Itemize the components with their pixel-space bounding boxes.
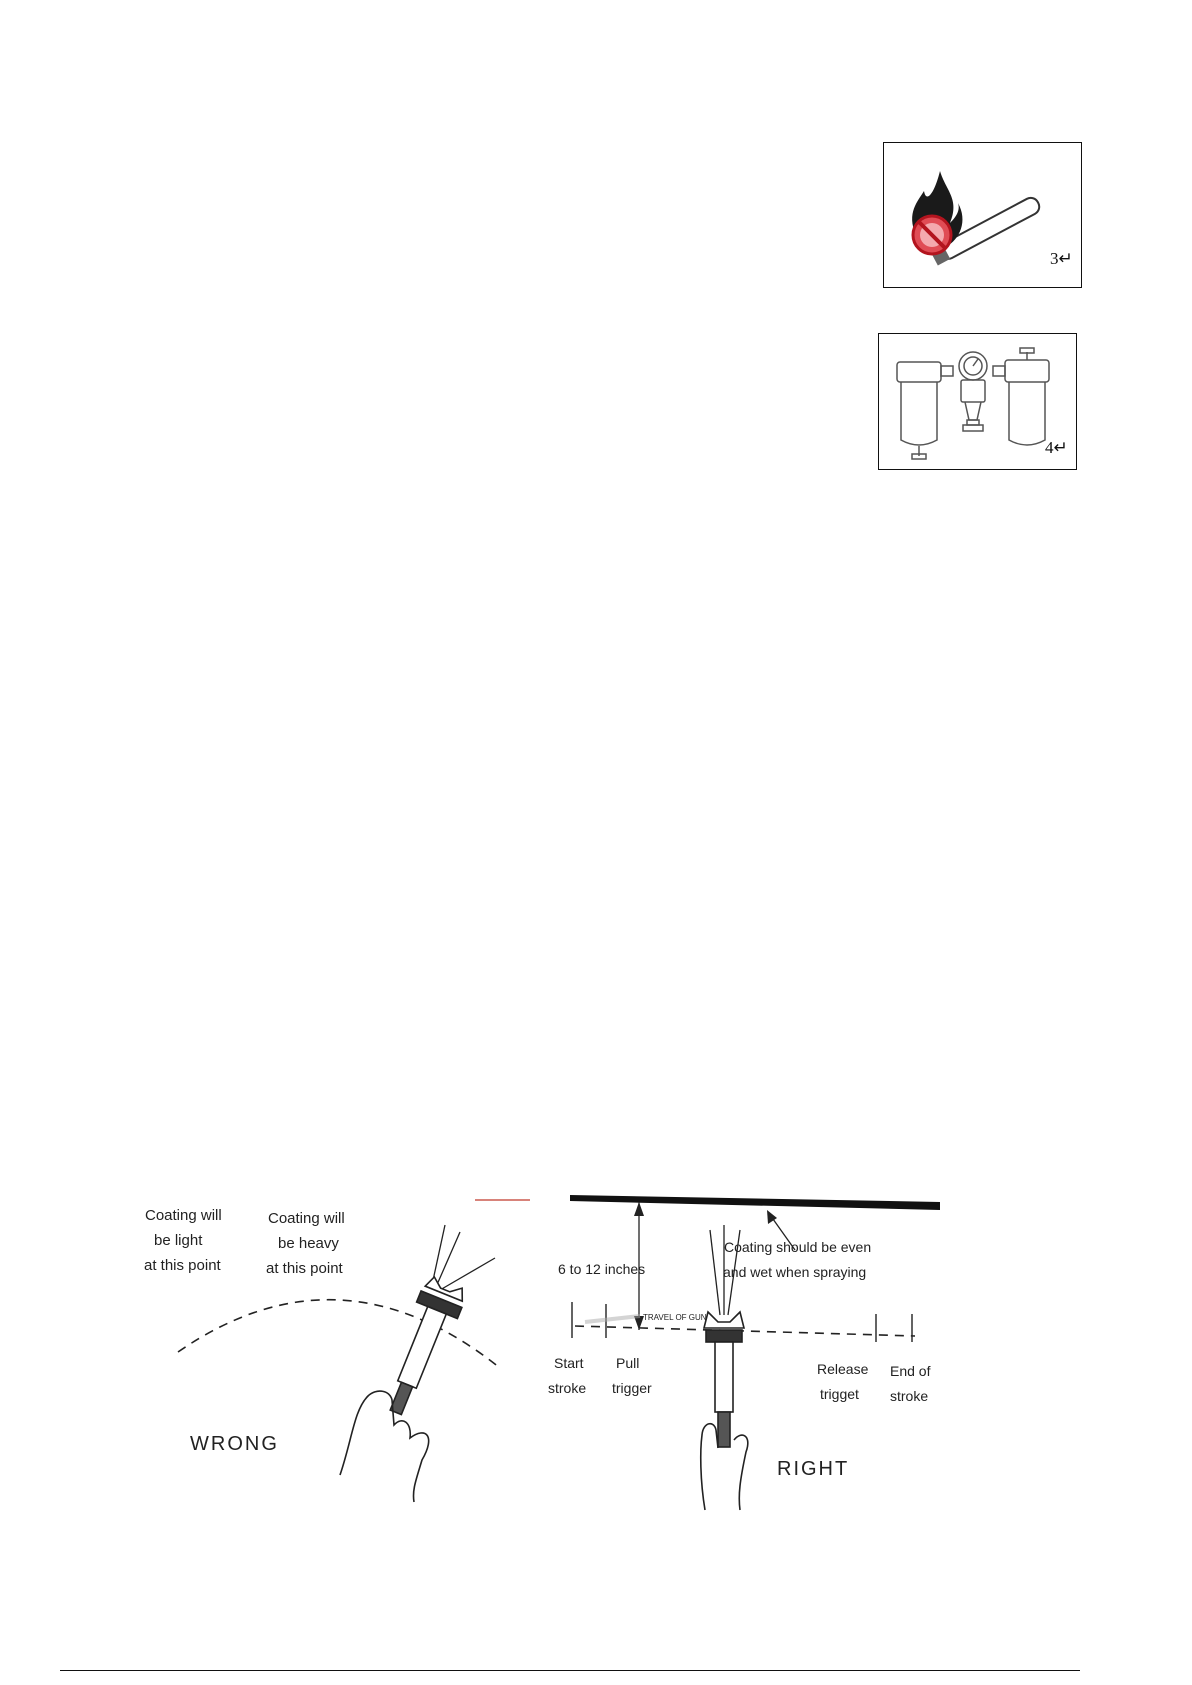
- distance-label: 6 to 12 inches: [558, 1261, 646, 1277]
- heavy-note-line-2: be heavy: [278, 1235, 339, 1252]
- end-stroke-line-2: stroke: [890, 1388, 929, 1404]
- spray-technique-diagram: [140, 1190, 960, 1520]
- coating-note-line-2: and wet when spraying: [723, 1264, 867, 1280]
- release-trigger-line-2: trigget: [820, 1386, 859, 1402]
- coating-note-line-1: Coating should be even: [724, 1239, 872, 1255]
- page-bottom-rule: [60, 1670, 1080, 1671]
- travel-label: TRAVEL OF GUN: [643, 1313, 707, 1322]
- figure-4-air-regulator: [878, 333, 1077, 470]
- heavy-note-line-3: at this point: [266, 1260, 343, 1277]
- wrong-label: WRONG: [190, 1433, 279, 1455]
- light-note-line-2: be light: [154, 1232, 203, 1249]
- start-stroke-line-2: stroke: [548, 1380, 587, 1396]
- start-stroke-line-1: Start: [554, 1355, 584, 1371]
- right-label: RIGHT: [777, 1458, 850, 1480]
- light-note-line-1: Coating will: [145, 1207, 222, 1224]
- wrong-technique: [144, 1200, 530, 1502]
- figure-number: 4↵: [1045, 438, 1068, 457]
- right-technique: [548, 1195, 940, 1510]
- release-trigger-line-1: Release: [817, 1361, 869, 1377]
- end-stroke-line-1: End of: [890, 1363, 931, 1379]
- figure-3-no-smoking: [883, 142, 1082, 288]
- light-note-line-3: at this point: [144, 1257, 221, 1274]
- figure-number: 3↵: [1050, 249, 1073, 268]
- heavy-note-line-1: Coating will: [268, 1210, 345, 1227]
- pull-trigger-line-1: Pull: [616, 1355, 640, 1371]
- pull-trigger-line-2: trigger: [612, 1380, 652, 1396]
